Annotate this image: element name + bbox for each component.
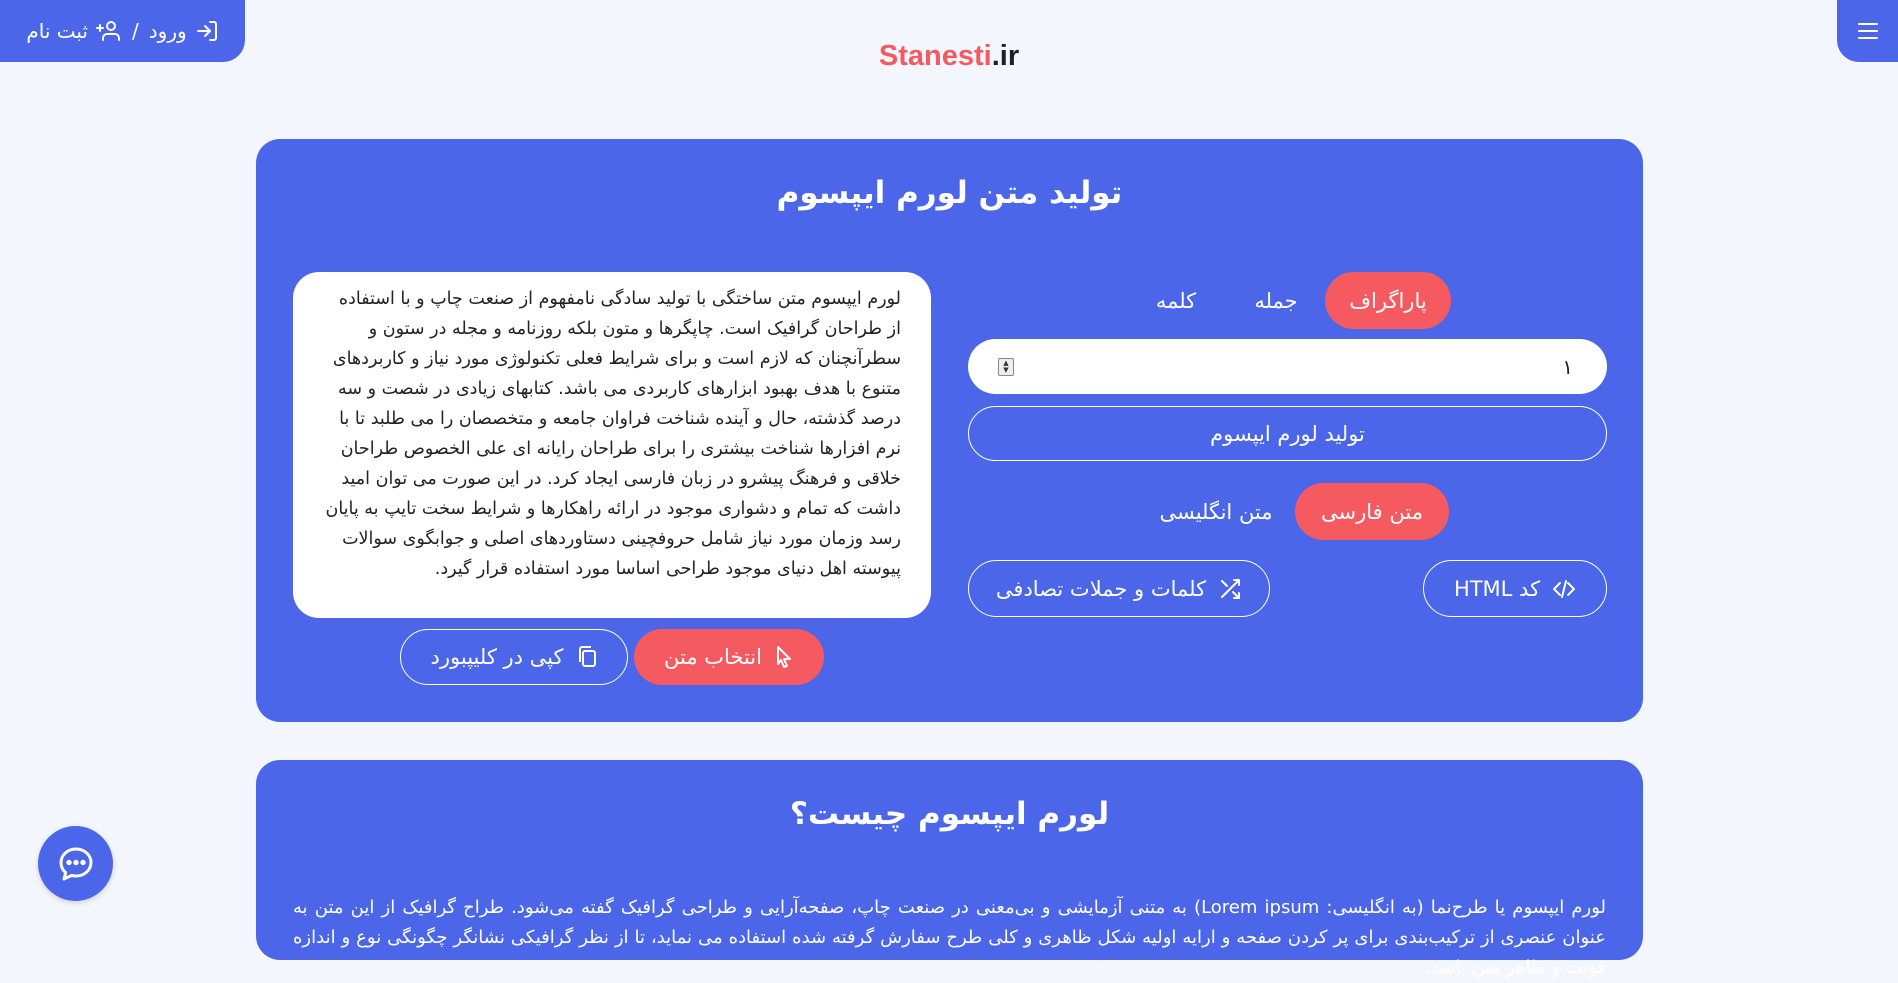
select-text-button[interactable] [634,629,824,685]
tab-word[interactable]: کلمه [1155,288,1197,313]
copy-clipboard-label: کپی در کلیپبورد [430,645,564,669]
generate-label: تولید لورم ایپسوم [1210,421,1365,446]
logo-text-tld: .ir [991,40,1020,72]
output-textbox[interactable]: لورم ایپسوم متن ساختگی با تولید سادگی نامفهوم از صنعت چاپ و با استفاده از طراحان گرافیک است. چاپگرها و متون بلکه روزنامه و مجله در ستون و سطرآنچنان که لازم است و برای شرایط فعلی تکنولوژی مورد نیاز و کاربردهای متنوع با هدف بهبود ابزارهای کاربردی می باشد. کتابهای زیادی در شصت و سه درصد گذشته، حال و آینده شناخت فراوان جامعه و متخصصان را می طلبد تا با نرم افزارها شناخت بیشتری را برای طراحان رایانه ای علی الخصوص طراحان خلاقی و فرهنگ پیشرو در زبان فارسی ایجاد کرد. در این صورت می توان امید داشت که تمام و دشواری موجود در ارائه راهکارها و شرایط سخت تایپ به پایان رسد وزمان مورد نیاز شامل حروفچینی دستاوردهای اصلی و جوابگوی سوالات پیوسته اهل دنیای موجود طراحی اساسا مورد استفاده قرار گیرد. [293,272,931,618]
count-stepper[interactable]: ▲ ▼ [998,358,1014,376]
chat-button[interactable] [38,826,113,901]
tab-sentence[interactable]: جمله [1254,288,1298,313]
html-code-button[interactable] [1423,560,1607,617]
html-code-label: کد HTML [1453,576,1541,601]
cursor-icon [774,645,794,669]
about-title: لورم ایپسوم چیست؟ [789,796,1110,832]
tab-persian-text[interactable]: متن فارسی [1295,483,1449,540]
generate-button[interactable] [968,406,1607,461]
count-input[interactable] [968,339,1607,394]
copy-icon [576,645,598,669]
random-words-button[interactable] [968,560,1270,617]
hamburger-menu-icon [1856,21,1880,41]
tab-english-text[interactable]: متن انگلیسی [1159,499,1273,524]
code-icon [1552,577,1576,601]
about-paragraph: لورم ایپسوم یا طرح‌نما (به انگلیسی: Lorem ipsum) به متنی آزمایشی و بی‌معنی در صنعت چاپ، صفحه‌آرایی و طراحی گرافیک گفته می‌شود. طراح گرافیک از این متن به عنوان عنصری از ترکیب‌بندی برای پر کردن صفحه و ارایه اولیه شکل ظاهری و کلی طرح سفارش گرفته شده استفاده می نماید، تا از نظر گرافیکی نشانگر چگونگی نوع و اندازه فونت و ظاهر متن باشد. [293,897,1606,978]
generator-card [256,139,1643,722]
logo-text-main: Stanesti [878,40,992,72]
select-text-label: انتخاب متن [664,645,762,669]
about-card [256,760,1643,978]
auth-separator: / [132,19,139,43]
copy-clipboard-button[interactable] [400,629,628,685]
register-label: ثبت نام [26,19,88,43]
tab-paragraph[interactable]: پاراگراف [1325,272,1451,329]
menu-button[interactable] [1837,0,1898,62]
shuffle-icon [1218,577,1242,601]
site-logo[interactable] [0,40,1898,73]
chat-icon [56,844,96,884]
generator-title: تولید متن لورم ایپسوم [776,175,1123,211]
login-label: ورود [148,19,187,43]
random-words-label: کلمات و جملات تصادفی [995,576,1207,601]
